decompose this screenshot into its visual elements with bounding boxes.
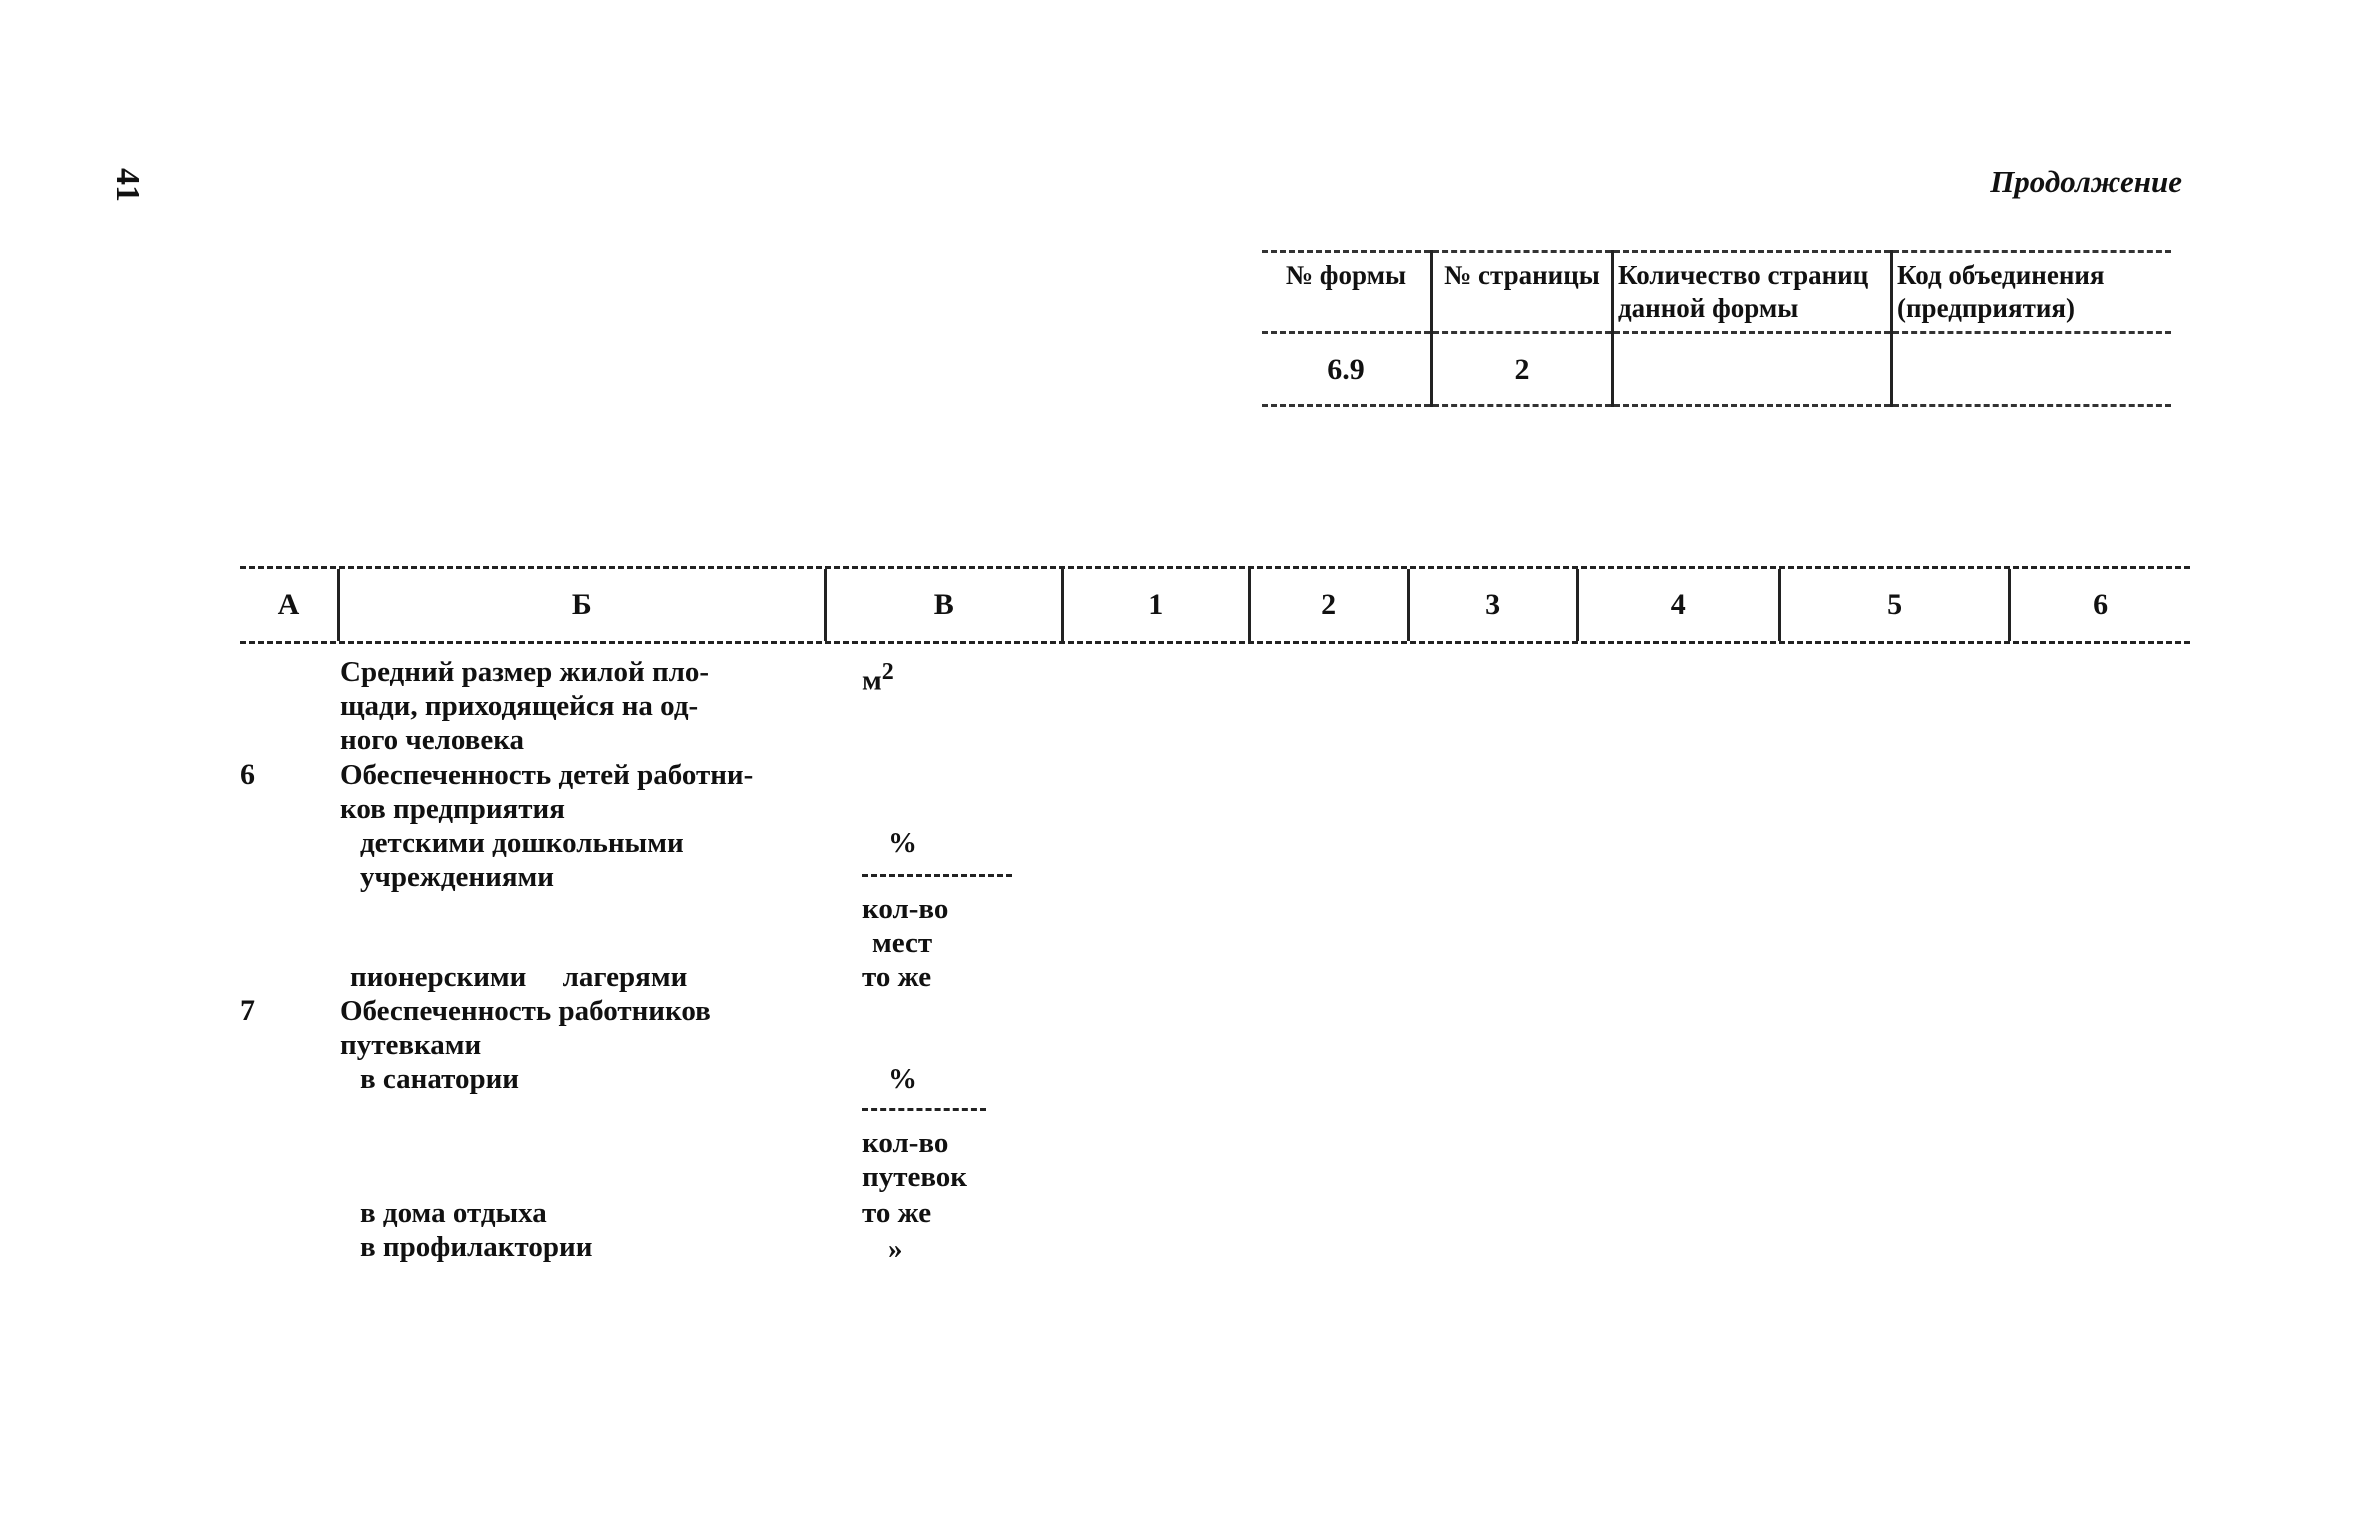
row-7c-label: в профилактории	[360, 1231, 593, 1263]
form-header-table	[1262, 250, 2171, 407]
fraction-line	[862, 1108, 986, 1111]
col-4-header: 4	[1576, 569, 1779, 641]
row-7b-unit: то же	[862, 1197, 932, 1229]
page-number-header: № страницы	[1432, 252, 1613, 333]
organization-code-header: Код объединения (предприятия)	[1892, 252, 2172, 333]
page-count-header: Количество страниц данной формы	[1613, 252, 1892, 333]
continuation-label: Продолжение	[1990, 164, 2182, 199]
page-number-value: 2	[1432, 333, 1613, 406]
col-5-header: 5	[1778, 569, 2008, 641]
row-6-number: 6	[240, 758, 255, 791]
row-7-number: 7	[240, 994, 255, 1027]
row-6-label: Обеспеченность детей работни- ков предприятия	[340, 759, 754, 825]
form-number-value: 6.9	[1262, 333, 1432, 406]
main-table-header	[240, 566, 2190, 644]
row-6b-label: пионерскими лагерями	[350, 961, 688, 993]
page-count-value	[1613, 333, 1892, 406]
col-2-header: 2	[1248, 569, 1407, 641]
row-6b-unit: то же	[862, 961, 932, 993]
row-6a-unit-denominator: кол-во мест	[862, 893, 949, 959]
col-3-header: 3	[1407, 569, 1576, 641]
row-7-label: Обеспеченность работников путевками	[340, 995, 711, 1061]
col-b-header: Б	[337, 569, 824, 641]
row-6a-unit-numerator: %	[888, 827, 917, 859]
row-7c-unit: »	[888, 1233, 903, 1265]
row-6a-label: детскими дошкольными учреждениями	[360, 827, 684, 893]
row-7b-label: в дома отдыха	[360, 1197, 547, 1229]
fraction-line	[862, 874, 1012, 877]
form-number-header: № формы	[1262, 252, 1432, 333]
row-7a-unit-denominator: кол-во путевок	[862, 1127, 967, 1193]
col-v-header: В	[824, 569, 1061, 641]
row-7a-unit-numerator: %	[888, 1063, 917, 1095]
row-7a-label: в санатории	[360, 1063, 520, 1095]
col-1-header: 1	[1061, 569, 1248, 641]
page-number: 41	[109, 168, 146, 202]
row-living-area-unit: $м^2$	[862, 659, 894, 697]
row-living-area-label: Средний размер жилой пло- щади, приходящейся на од- ного человека	[340, 656, 710, 756]
col-6-header: 6	[2008, 569, 2190, 641]
col-a-header: А	[277, 588, 300, 621]
organization-code-value	[1892, 333, 2172, 406]
